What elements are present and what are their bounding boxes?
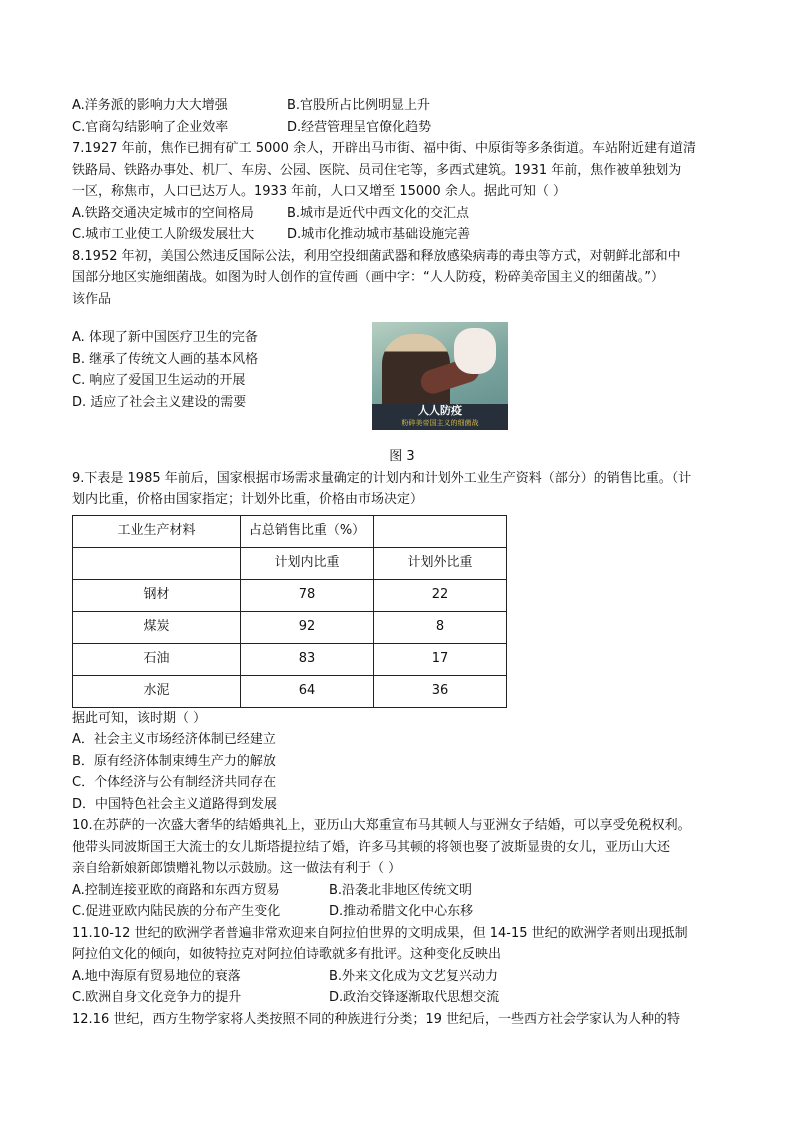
table-header-row (73, 515, 507, 547)
q9-after-table: 据此可知，该时期（ ） (72, 710, 207, 726)
q11-option-b: B.外来文化成为文艺复兴动力 (329, 968, 499, 984)
poster-banner (372, 404, 508, 430)
q12-stem-line-1: 12.16 世纪，西方生物学家将人类按照不同的种族进行分类；19 世纪后，一些西方社会学家认为人种的特 (72, 1011, 681, 1027)
q9-option-b: B．原有经济体制束缚生产力的解放 (72, 753, 276, 769)
row-out-plan: 17 (374, 643, 507, 675)
row-out-plan: 8 (374, 611, 507, 643)
q6-option-a: A.洋务派的影响力大大增强 (72, 98, 228, 113)
q10-option-a: A.控制连接亚欧的商路和东西方贸易 (72, 882, 280, 898)
q10-stem-line-2: 他带头同波斯国王大流士的女儿斯塔提拉结了婚，许多马其顿的将领也娶了波斯显贵的女儿，亚历山大还 (72, 839, 671, 855)
q9-stem-line-2: 划内比重，价格由国家指定；计划外比重，价格由市场决定） (72, 492, 424, 507)
poster-subtitle: 粉碎美帝国主义的细菌战 (401, 419, 479, 427)
q11-option-a: A.地中海原有贸易地位的衰落 (72, 968, 241, 984)
q7-options-row-2 (72, 224, 732, 246)
q6-options-row-1 (72, 95, 732, 117)
header-material: 工业生产材料 (73, 515, 241, 547)
q8-stem-line-2: 国部分地区实施细菌战。如图为时人创作的宣传画（画中字：“人人防疫，粉碎美帝国主义的细菌战。”） (72, 270, 664, 285)
q8-option-a: A. 体现了新中国医疗卫生的完备 (72, 330, 258, 345)
q9-stem-line-1: 9.下表是 1985 年前后，国家根据市场需求量确定的计划内和计划外工业生产资料（部分）的销售比重。（计 (72, 470, 692, 486)
q6-options-row-2 (72, 117, 732, 139)
q11-options-row-1 (72, 966, 732, 988)
poster-title: 人人防疫 (418, 404, 462, 417)
q8-body (72, 322, 732, 446)
row-name: 煤炭 (73, 611, 241, 643)
table-row (73, 579, 507, 611)
header-in-plan: 计划内比重 (241, 547, 374, 579)
q10-options-row-2 (72, 901, 732, 923)
row-in-plan: 64 (241, 675, 374, 707)
q8-options (72, 327, 258, 413)
q10-options-row-1 (72, 880, 732, 902)
q7-option-b: B.城市是近代中西文化的交汇点 (287, 205, 470, 221)
q10-option-c: C.促进亚欧内陆民族的分布产生变化 (72, 904, 281, 919)
q7-option-c: C.城市工业使工人阶级发展壮大 (72, 227, 255, 242)
q6-option-c: C.官商勾结影响了企业效率 (72, 119, 229, 135)
q8-stem-line-1: 8.1952 年初，美国公然违反国际公法，利用空投细菌武器和释放感染病毒的毒虫等方式，对朝鲜北部和中 (72, 248, 681, 264)
header-out-plan: 计划外比重 (374, 547, 507, 579)
q10-option-d: D.推动希腊文化中心东移 (329, 904, 474, 919)
table-row (73, 643, 507, 675)
row-in-plan: 83 (241, 643, 374, 675)
row-out-plan: 22 (374, 579, 507, 611)
header-share: 占总销售比重（%） (241, 515, 374, 547)
table-subheader-row (73, 547, 507, 579)
table-row (73, 611, 507, 643)
q7-stem-line-3: 一区，称焦市，人口已达万人。1933 年前，人口又增至 15000 余人。据此可知（ ） (72, 184, 566, 199)
q9-option-a: A．社会主义市场经济体制已经建立 (72, 732, 276, 747)
figure-caption: 图 3 (389, 449, 415, 464)
q11-options-row-2 (72, 987, 732, 1009)
header-blank (374, 515, 507, 547)
q7-option-d: D.城市化推动城市基础设施完善 (287, 227, 471, 242)
poster-nurse-figure (454, 328, 496, 374)
row-in-plan: 92 (241, 611, 374, 643)
q10-option-b: B.沿袭北非地区传统文明 (329, 882, 473, 898)
row-name: 水泥 (73, 675, 241, 707)
q8-option-d: D. 适应了社会主义建设的需要 (72, 394, 247, 410)
propaganda-poster-image (372, 322, 508, 430)
subheader-blank (73, 547, 241, 579)
q11-option-c: C.欧洲自身文化竞争力的提升 (72, 990, 242, 1005)
q7-stem-line-1: 7.1927 年前，焦作已拥有矿工 5000 余人，开辟出马市街、福中街、中原街等多条街道。车站附近建有道清 (72, 141, 696, 156)
q9-option-c: C．个体经济与公有制经济共同存在 (72, 775, 277, 790)
row-name: 钢材 (73, 579, 241, 611)
row-in-plan: 78 (241, 579, 374, 611)
q10-stem-line-3: 亲自给新娘新郎馈赠礼物以示鼓励。这一做法有利于（ ） (72, 861, 402, 876)
q11-stem-line-1: 11.10-12 世纪的欧洲学者普遍非常欢迎来自阿拉伯世界的文明成果，但 14-15 世纪的欧洲学者则出现抵制 (72, 925, 688, 941)
q6-option-d: D.经营管理呈官僚化趋势 (287, 119, 432, 135)
row-out-plan: 36 (374, 675, 507, 707)
q7-stem-line-2: 铁路局、铁路办事处、机厂、车房、公园、医院、员司住宅等，多西式建筑。1931 年前，焦作被单独划为 (72, 162, 682, 178)
q11-stem-line-2: 阿拉伯文化的倾向，如彼特拉克对阿拉伯诗歌就多有批评。这种变化反映出 (72, 947, 502, 962)
q7-option-a: A.铁路交通决定城市的空间格局 (72, 205, 254, 221)
table-row (73, 675, 507, 707)
sales-share-table (72, 515, 507, 708)
q8-option-b: B. 继承了传统文人画的基本风格 (72, 351, 259, 367)
exam-page (72, 95, 732, 1030)
q10-stem-line-1: 10.在苏萨的一次盛大奢华的结婚典礼上，亚历山大郑重宣布马其顿人与亚洲女子结婚，可以享受免税权利。 (72, 818, 691, 833)
q6-option-b: B.官股所占比例明显上升 (287, 98, 431, 113)
q11-option-d: D.政治交锋逐渐取代思想交流 (329, 990, 500, 1005)
q9-option-d: D．中国特色社会主义道路得到发展 (72, 796, 278, 812)
row-name: 石油 (73, 643, 241, 675)
q8-option-c: C. 响应了爱国卫生运动的开展 (72, 373, 246, 388)
q8-stem-line-3: 该作品 (72, 291, 112, 307)
q7-options-row-1 (72, 203, 732, 225)
